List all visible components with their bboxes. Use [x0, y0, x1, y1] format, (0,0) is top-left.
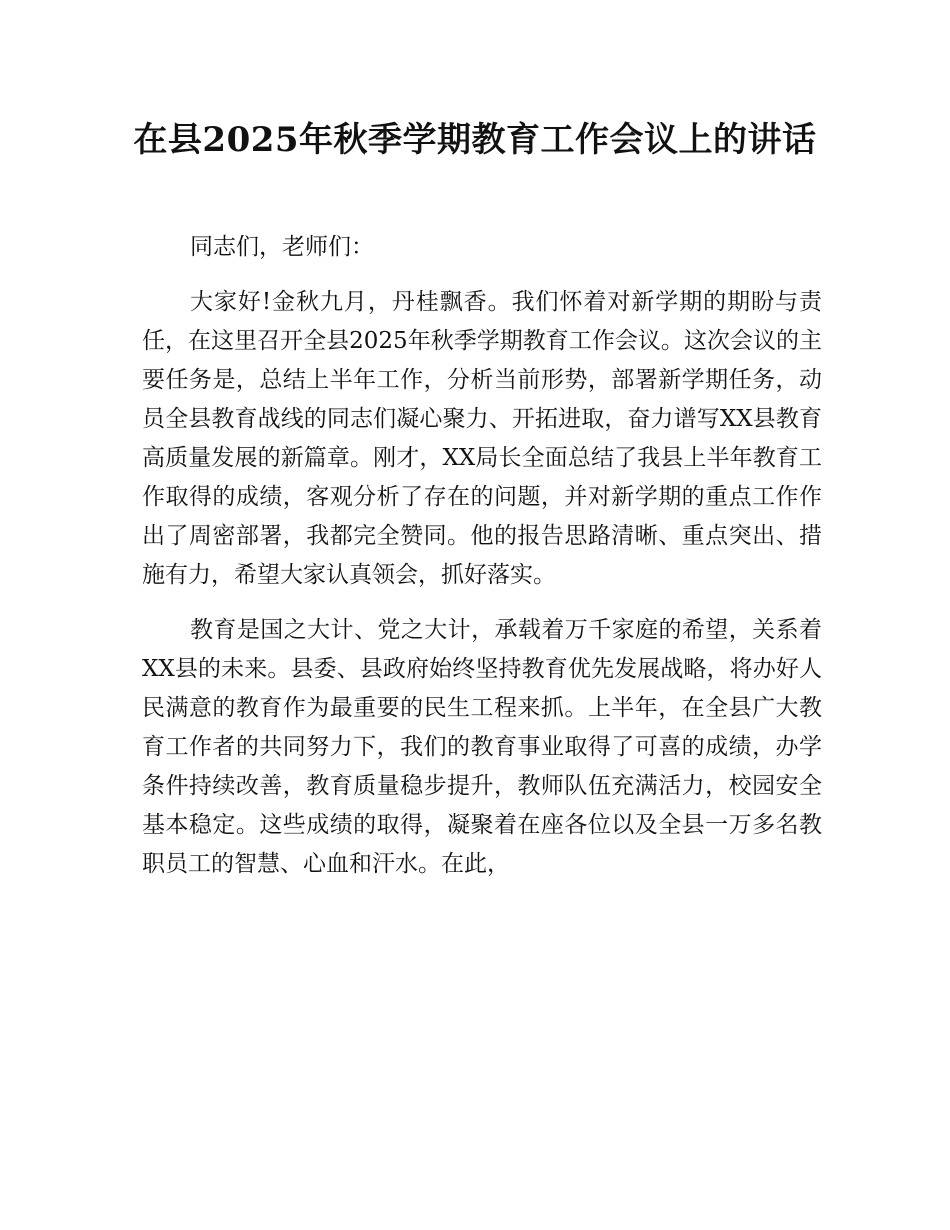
salutation: 同志们，老师们：: [190, 234, 374, 260]
document-title: 在县2025年秋季学期教育工作会议上的讲话: [133, 120, 817, 160]
paragraph-1: 大家好!金秋九月，丹桂飘香。我们怀着对新学期的期盼与责任，在这里召开全县2025年秋季学期教育工作会议。这次会议的主要任务是，总结上半年工作，分析当前形势，部署新学期任务，动员全县教育战线的同志们凝心聚力、开拓进取，奋力谱写XX县教育高质量发展的新篇章。刚才，XX局长全面总结了我县上半年教育工作取得的成绩，客观分析了存在的问题，并对新学期的重点工作作出了周密部署，我都完全赞同。他的报告思路清晰、重点突出、措施有力，希望大家认真领会，抓好落实。: [142, 289, 822, 588]
paragraph-2: 教育是国之大计、党之大计，承载着万千家庭的希望，关系着XX县的未来。县委、县政府始终坚持教育优先发展战略，将办好人民满意的教育作为最重要的民生工程来抓。上半年，在全县广大教育工作者的共同努力下，我们的教育事业取得了可喜的成绩，办学条件持续改善，教育质量稳步提升，教师队伍充满活力，校园安全基本稳定。这些成绩的取得，凝聚着在座各位以及全县一万多名教职员工的智慧、心血和汗水。在此，: [142, 617, 822, 877]
document-body: [142, 228, 822, 900]
